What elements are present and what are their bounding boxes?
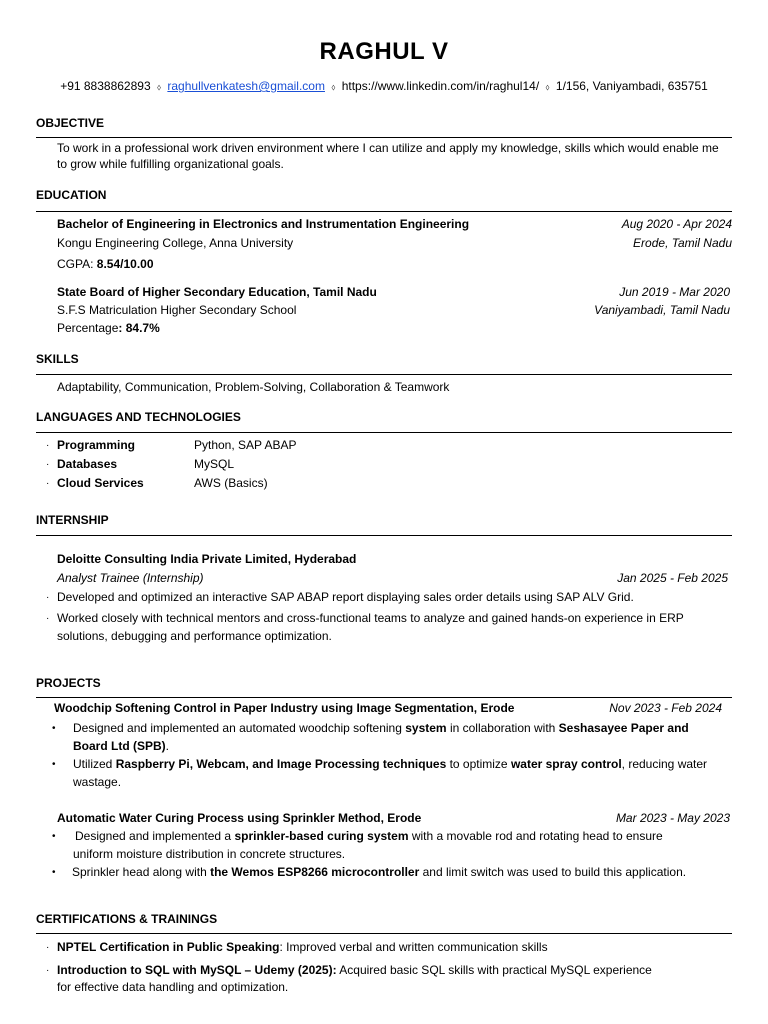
text-span: , reducing water <box>621 757 708 771</box>
text-span: water spray control <box>510 757 622 771</box>
bullet-icon: · <box>46 592 50 603</box>
text-span: : Improved verbal and written communication skills <box>279 940 548 954</box>
project-dates: Mar 2023 - May 2023 <box>615 811 730 825</box>
section-title-objective: OBJECTIVE <box>36 116 105 130</box>
tech-value: MySQL <box>194 457 235 471</box>
text-span: Introduction to SQL with MySQL – Udemy (2025): <box>57 963 337 977</box>
bullet-icon: • <box>52 831 56 842</box>
certification-item <box>57 940 548 954</box>
text-span: to optimize <box>446 757 511 771</box>
text-span: and limit switch was used to build this application. <box>419 865 687 879</box>
internship-role: Analyst Trainee (Internship) <box>57 571 204 585</box>
separator-icon: ⬨ <box>545 82 550 92</box>
text-span: sprinkler-based curing system <box>234 829 409 843</box>
phone-number: +91 8838862893 <box>60 79 151 93</box>
tech-label: Databases <box>57 457 118 471</box>
internship-bullet: Developed and optimized an interactive SAP ABAP report displaying sales order details using SAP ALV Grid. <box>57 590 634 604</box>
text-span: Board Ltd (SPB) <box>73 739 166 753</box>
bullet-icon: · <box>46 459 50 470</box>
education-location: Erode, Tamil Nadu <box>633 236 732 250</box>
section-divider <box>36 211 732 212</box>
education-degree: Bachelor of Engineering in Electronics and Instrumentation Engineering <box>57 217 470 231</box>
education-dates: Aug 2020 - Apr 2024 <box>621 217 732 231</box>
bullet-icon: · <box>46 613 50 624</box>
tech-label: Programming <box>57 438 136 452</box>
bullet-icon: · <box>46 942 50 953</box>
education-score <box>57 257 154 271</box>
text-span: . <box>165 739 170 753</box>
education-school: S.F.S Matriculation Higher Secondary School <box>57 303 297 317</box>
score-value: 8.54/10.00 <box>96 257 154 271</box>
project-title: Woodchip Softening Control in Paper Industry using Image Segmentation, Erode <box>54 701 515 715</box>
section-divider <box>36 137 732 138</box>
project-bullet <box>73 739 169 753</box>
section-title-certifications: CERTIFICATIONS & TRAININGS <box>36 912 218 926</box>
objective-text: to grow while fulfilling organizational goals. <box>57 157 284 171</box>
separator-icon: ⬨ <box>331 82 336 92</box>
education-dates: Jun 2019 - Mar 2020 <box>619 285 730 299</box>
skills-text: Adaptability, Communication, Problem-Solving, Collaboration & Teamwork <box>57 380 450 394</box>
text-span: with a movable rod and rotating head to ensure <box>408 829 663 843</box>
section-title-education: EDUCATION <box>36 188 107 202</box>
text-span: in collaboration with <box>446 721 559 735</box>
section-divider <box>36 535 732 536</box>
section-divider <box>36 933 732 934</box>
project-bullet <box>73 757 707 771</box>
certification-item <box>57 963 652 977</box>
education-degree: State Board of Higher Secondary Education, Tamil Nadu <box>57 285 377 299</box>
text-span: Seshasayee Paper and <box>558 721 689 735</box>
education-location: Vaniyambadi, Tamil Nadu <box>594 303 730 317</box>
email-link[interactable]: raghullvenkatesh@gmail.com <box>167 79 325 93</box>
text-span: Designed and implemented an automated woodchip softening <box>73 721 406 735</box>
internship-bullet: solutions, debugging and performance optimization. <box>57 629 332 643</box>
separator-icon: ⬨ <box>156 82 162 92</box>
candidate-name: RAGHUL V <box>319 38 449 65</box>
text-span: system <box>405 721 447 735</box>
text-span: Utilized <box>73 757 116 771</box>
text-span: the Wemos ESP8266 microcontroller <box>210 865 420 879</box>
education-score <box>57 321 160 335</box>
section-title-languages: LANGUAGES AND TECHNOLOGIES <box>36 410 241 424</box>
bullet-icon: • <box>52 759 56 770</box>
certification-item: for effective data handling and optimization. <box>57 980 289 994</box>
project-title: Automatic Water Curing Process using Sprinkler Method, Erode <box>57 811 422 825</box>
contact-line <box>0 79 768 93</box>
text-span: Designed and implemented a <box>75 829 235 843</box>
project-bullet: wastage. <box>73 775 122 789</box>
education-school: Kongu Engineering College, Anna University <box>57 236 294 250</box>
project-dates: Nov 2023 - Feb 2024 <box>609 701 722 715</box>
linkedin-url: https://www.linkedin.com/in/raghul14/ <box>341 79 540 93</box>
internship-dates: Jan 2025 - Feb 2025 <box>617 571 728 585</box>
bullet-icon: · <box>46 478 50 489</box>
objective-text: To work in a professional work driven environment where I can utilize and apply my knowledge, skills which would enable me <box>57 141 719 155</box>
score-value: : 84.7% <box>118 321 160 335</box>
text-span: NPTEL Certification in Public Speaking <box>57 940 280 954</box>
section-divider <box>36 432 732 433</box>
project-bullet <box>73 721 689 735</box>
tech-label: Cloud Services <box>57 476 144 490</box>
tech-value: Python, SAP ABAP <box>194 438 297 452</box>
score-label: CGPA: <box>57 257 97 271</box>
bullet-icon: · <box>46 440 50 451</box>
address: 1/156, Vaniyambadi, 635751 <box>555 79 708 93</box>
section-title-projects: PROJECTS <box>36 676 101 690</box>
internship-bullet: Worked closely with technical mentors and cross-functional teams to analyze and gained hands-on experience in ERP <box>57 611 684 625</box>
text-span: Acquired basic SQL skills with practical MySQL experience <box>336 963 652 977</box>
section-title-skills: SKILLS <box>36 352 79 366</box>
text-span: Raspberry Pi, Webcam, and Image Processing techniques <box>115 757 447 771</box>
project-bullet <box>75 829 663 843</box>
tech-value: AWS (Basics) <box>194 476 268 490</box>
bullet-icon: • <box>52 723 56 734</box>
section-divider <box>36 697 732 698</box>
bullet-icon: • <box>52 867 56 878</box>
section-divider <box>36 374 732 375</box>
score-label: Percentage <box>57 321 119 335</box>
text-span: Sprinkler head along with <box>72 865 211 879</box>
internship-company: Deloitte Consulting India Private Limited, Hyderabad <box>57 552 357 566</box>
bullet-icon: · <box>46 965 50 976</box>
project-bullet: uniform moisture distribution in concrete structures. <box>73 847 346 861</box>
project-bullet <box>72 865 686 879</box>
section-title-internship: INTERNSHIP <box>36 513 109 527</box>
